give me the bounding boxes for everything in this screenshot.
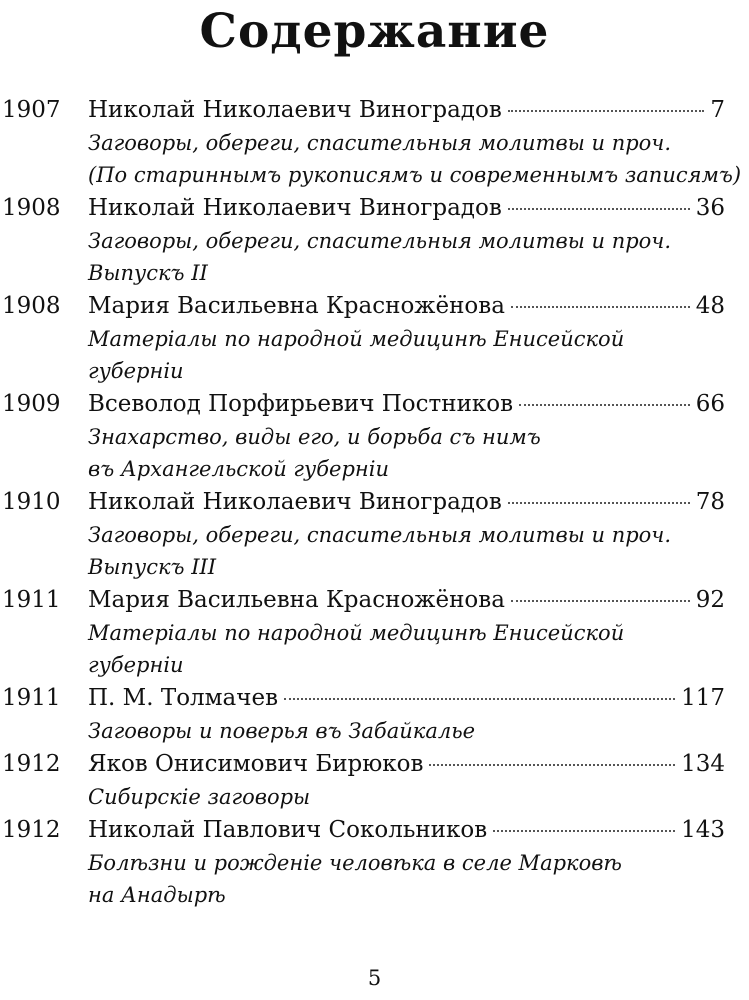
entry-author: Всеволод Порфирьевич Постников	[88, 391, 514, 417]
entry-page-number: 7	[710, 97, 725, 123]
page-title: Содержание	[199, 4, 550, 59]
toc-entry-header	[0, 191, 749, 225]
dot-leader	[511, 306, 690, 308]
entry-page-number: 117	[681, 685, 725, 711]
entry-page-number: 78	[695, 489, 725, 515]
entry-page-number: 66	[695, 391, 725, 417]
entry-year: 1909	[2, 391, 61, 417]
toc-entry-header	[0, 387, 749, 421]
entry-work-title-line: въ Архангельской губерніи	[88, 457, 389, 481]
entry-author: Николай Николаевич Виноградов	[88, 97, 502, 123]
entry-author: Николай Павлович Сокольников	[88, 817, 488, 843]
entry-year: 1912	[2, 817, 61, 843]
toc-entry	[0, 747, 749, 813]
entry-author: Николай Николаевич Виноградов	[88, 195, 502, 221]
toc-entry-header	[0, 93, 749, 127]
toc-entry	[0, 485, 749, 583]
entry-author: Николай Николаевич Виноградов	[88, 489, 502, 515]
toc-entry	[0, 191, 749, 289]
entry-work-title-line: Матеріалы по народной медицинѣ Енисейской	[88, 621, 625, 645]
entry-page-number: 36	[695, 195, 725, 221]
dot-leader	[508, 110, 705, 112]
entry-work-title-line: (По стариннымъ рукописямъ и современнымъ записямъ)	[88, 163, 742, 187]
entry-work-title-line: на Анадырѣ	[88, 883, 226, 907]
toc-entry-header	[0, 289, 749, 323]
toc-entry-header	[0, 485, 749, 519]
dot-leader	[429, 764, 675, 766]
toc-entry-header	[0, 747, 749, 781]
dot-leader	[493, 830, 675, 832]
entry-work-title-line: Болѣзни и рожденіе человѣка в селе Марковѣ	[88, 851, 622, 875]
entry-year: 1912	[2, 751, 61, 777]
entry-year: 1907	[2, 97, 61, 123]
entry-year: 1908	[2, 293, 61, 319]
toc-entry	[0, 813, 749, 911]
toc-entry	[0, 93, 749, 191]
entry-work-title-line: Выпускъ III	[88, 555, 217, 579]
entry-work-title-line: Матеріалы по народной медицинѣ Енисейской	[88, 327, 625, 351]
entry-work-title-line: Выпускъ II	[88, 261, 208, 285]
dot-leader	[508, 208, 690, 210]
dot-leader	[511, 600, 690, 602]
entry-year: 1911	[2, 685, 61, 711]
entry-page-number: 92	[695, 587, 725, 613]
entry-work-title-line: губерніи	[88, 653, 184, 677]
toc-entry-header	[0, 583, 749, 617]
entry-work-title-line: губерніи	[88, 359, 184, 383]
toc-entry	[0, 583, 749, 681]
entry-work-title-line: Заговоры, обереги, спасительныя молитвы и проч.	[88, 229, 672, 253]
page-number: 5	[367, 966, 382, 990]
entry-work-title-line: Заговоры, обереги, спасительныя молитвы и проч.	[88, 131, 672, 155]
dot-leader	[519, 404, 690, 406]
table-of-contents	[0, 93, 749, 911]
toc-entry	[0, 289, 749, 387]
entry-page-number: 143	[681, 817, 725, 843]
entry-work-title-line: Знахарство, виды его, и борьба съ нимъ	[88, 425, 541, 449]
entry-work-title-line: Заговоры, обереги, спасительныя молитвы и проч.	[88, 523, 672, 547]
entry-page-number: 134	[681, 751, 725, 777]
entry-author: Мария Васильевна Красножёнова	[88, 293, 505, 319]
dot-leader	[284, 698, 675, 700]
toc-entry-header	[0, 681, 749, 715]
entry-year: 1911	[2, 587, 61, 613]
entry-page-number: 48	[695, 293, 725, 319]
entry-year: 1908	[2, 195, 61, 221]
entry-work-title-line: Сибирскіе заговоры	[88, 785, 311, 809]
entry-year: 1910	[2, 489, 61, 515]
entry-work-title-line: Заговоры и поверья въ Забайкалье	[88, 719, 476, 743]
entry-author: Мария Васильевна Красножёнова	[88, 587, 505, 613]
entry-author: Яков Онисимович Бирюков	[88, 751, 424, 777]
dot-leader	[508, 502, 690, 504]
toc-entry	[0, 387, 749, 485]
entry-author: П. М. Толмачев	[88, 685, 279, 711]
toc-entry	[0, 681, 749, 747]
toc-entry-header	[0, 813, 749, 847]
